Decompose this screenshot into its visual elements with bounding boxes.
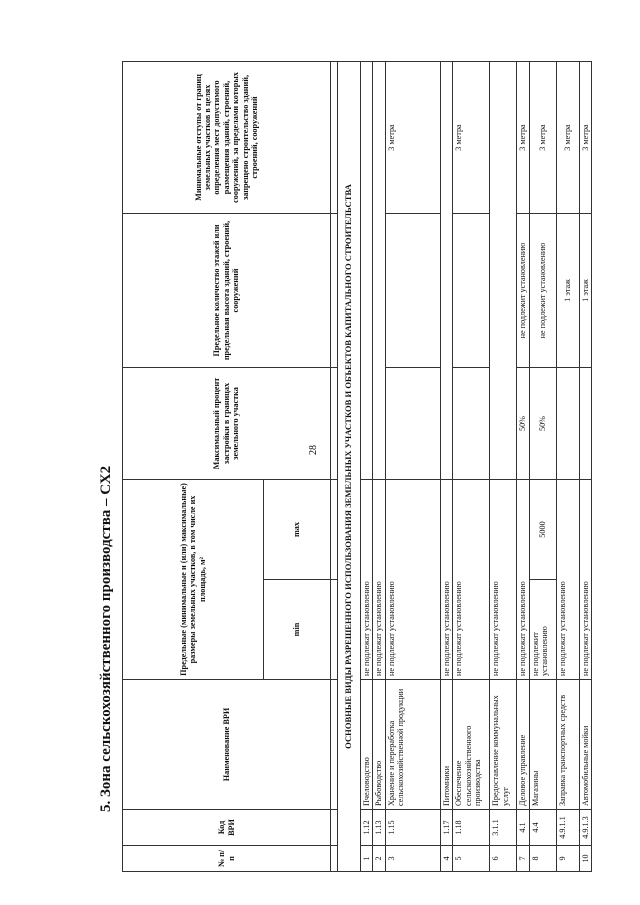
- header-sizes: Предельные (минимальные и (или) максимальные) размеры земельных участков, в том числе их площадь, м²: [123, 480, 264, 680]
- row-size: не подлежат установлению: [453, 480, 490, 680]
- row-floors: [385, 214, 440, 368]
- row-num: 3: [385, 846, 440, 872]
- row-name: Питомники: [440, 680, 452, 810]
- row-name: Автомобильные мойки: [579, 680, 591, 810]
- row-size: не подлежат установлению: [440, 480, 452, 680]
- row-floors: 1 этаж: [579, 214, 591, 368]
- row-size: не подлежат установлению: [517, 480, 529, 680]
- row-code: 4.1: [517, 810, 529, 846]
- header-name: Наименование ВРИ: [123, 680, 331, 810]
- row-percent: [579, 368, 591, 480]
- row-empty: [373, 62, 385, 480]
- row-num: 5: [453, 846, 490, 872]
- row-percent: [385, 368, 440, 480]
- row-code: 3.1.1: [490, 810, 517, 846]
- table-row: [373, 62, 385, 872]
- row-name: Предоставление коммунальных услуг: [490, 680, 517, 810]
- header-percent: Максимальный процент застройки в границах земельного участка: [123, 368, 331, 480]
- row-percent: [556, 368, 579, 480]
- row-num: 6: [490, 846, 517, 872]
- row-num: 4: [440, 846, 452, 872]
- row-size: не подлежат установлению: [556, 480, 579, 680]
- row-num: 8: [529, 846, 556, 872]
- row-num: 10: [579, 846, 591, 872]
- zone-title: 5. Зона сельскохозяйственного производства – СХ2: [98, 465, 114, 812]
- header-num: № п/п: [123, 846, 331, 872]
- row-num: 9: [556, 846, 579, 872]
- row-name: Деловое управление: [517, 680, 529, 810]
- table-row: [529, 62, 556, 872]
- table-row: [440, 62, 452, 872]
- row-empty: [490, 62, 517, 480]
- row-size: не подлежат установлению: [490, 480, 517, 680]
- row-setback: 3 метра: [529, 62, 556, 214]
- row-name: Хранение и переработка сельскохозяйственной продукции: [385, 680, 440, 810]
- row-empty: [440, 62, 452, 480]
- row-setback: 3 метра: [579, 62, 591, 214]
- row-percent: [453, 368, 490, 480]
- row-size: не подлежат установлению: [579, 480, 591, 680]
- row-code: 1.18: [453, 810, 490, 846]
- zone-table: [122, 61, 592, 872]
- row-setback: 3 метра: [556, 62, 579, 214]
- row-code: 4.4: [529, 810, 556, 846]
- table-row: [490, 62, 517, 872]
- row-code: 1.12: [361, 810, 373, 846]
- row-code: 1.17: [440, 810, 452, 846]
- row-setback: 3 метра: [517, 62, 529, 214]
- row-name: Рыбоводство: [373, 680, 385, 810]
- row-floors: [453, 214, 490, 368]
- row-num: 2: [373, 846, 385, 872]
- header-code: Код ВРИ: [123, 810, 331, 846]
- table-row: [517, 62, 529, 872]
- row-num: 7: [517, 846, 529, 872]
- table-row: [453, 62, 490, 872]
- row-name: Пчеловодство: [361, 680, 373, 810]
- spacer-row: [331, 62, 338, 872]
- row-size: не подлежат установлению: [361, 480, 373, 680]
- table-row: [556, 62, 579, 872]
- table-row: [385, 62, 440, 872]
- row-code: 4.9.1.1: [556, 810, 579, 846]
- row-size: не подлежат установлению: [385, 480, 440, 680]
- row-name: Магазины: [529, 680, 556, 810]
- row-percent: 50%: [517, 368, 529, 480]
- row-percent: 50%: [529, 368, 556, 480]
- page-number: 28: [308, 445, 319, 455]
- row-name: Обеспечение сельскохозяйственного производства: [453, 680, 490, 810]
- header-min: min: [264, 580, 331, 680]
- row-floors: не подлежит установлению: [529, 214, 556, 368]
- rotated-page: [98, 62, 640, 872]
- row-setback: 3 метра: [385, 62, 440, 214]
- section-title: ОСНОВНЫЕ ВИДЫ РАЗРЕШЕННОГО ИСПОЛЬЗОВАНИЯ ЗЕМЕЛЬНЫХ УЧАСТКОВ И ОБЪЕКТОВ КАПИТАЛЬНОГО СТРОИТЕЛЬСТВА: [338, 62, 361, 872]
- row-max: 5000: [529, 480, 556, 580]
- row-min: не подлежит установлению: [529, 580, 556, 680]
- row-setback: 3 метра: [453, 62, 490, 214]
- header-floors: Предельное количество этажей или предельная высота зданий, строений, сооружений: [123, 214, 331, 368]
- row-code: 1.13: [373, 810, 385, 846]
- header-setback: Минимальные отступы от границ земельных участков в целях определения мест допустимого размещения зданий, строений, сооружений, за пределами которых запрещено строительство зданий, строений, сооружений: [123, 62, 331, 214]
- row-floors: 1 этаж: [556, 214, 579, 368]
- row-empty: [361, 62, 373, 480]
- row-floors: не подлежит установлению: [517, 214, 529, 368]
- table-row: [579, 62, 591, 872]
- row-size: не подлежат установлению: [373, 480, 385, 680]
- row-num: 1: [361, 846, 373, 872]
- header-max: max: [264, 480, 331, 580]
- row-code: 1.15: [385, 810, 440, 846]
- row-name: Заправка транспортных средств: [556, 680, 579, 810]
- table-row: [361, 62, 373, 872]
- row-code: 4.9.1.3: [579, 810, 591, 846]
